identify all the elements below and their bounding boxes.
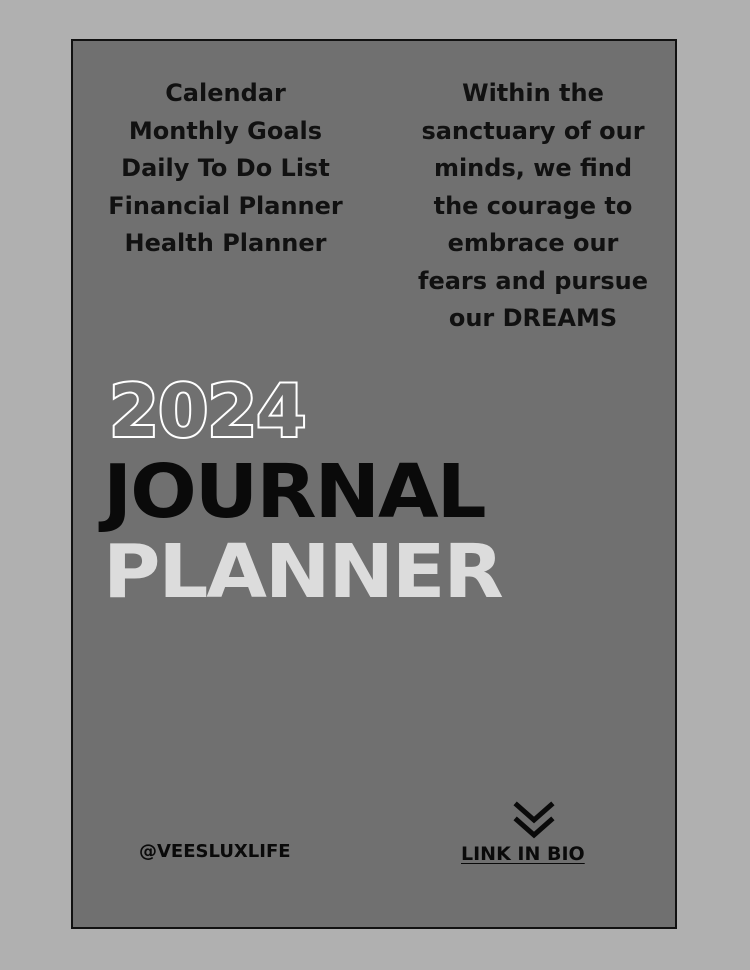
planner-cover: [71, 39, 677, 929]
feature-list: [93, 75, 358, 263]
feature-item-health: Health Planner: [124, 229, 327, 257]
quote-line: fears and pursue: [418, 266, 648, 295]
year-heading: 2024: [109, 369, 306, 453]
social-handle: @VEESLUXLIFE: [139, 841, 291, 862]
quote-line: sanctuary of our: [421, 116, 645, 145]
feature-item-financial: Financial Planner: [108, 191, 343, 220]
title-journal: JOURNAL: [103, 449, 485, 535]
title-planner: PLANNER: [103, 529, 502, 615]
feature-item-calendar: Calendar: [165, 79, 286, 107]
quote-line: the courage to: [433, 191, 633, 220]
quote-text: [398, 75, 668, 338]
double-chevron-down-icon: [513, 801, 555, 843]
link-in-bio[interactable]: LINK IN BIO: [461, 843, 585, 865]
quote-line: our DREAMS: [448, 304, 618, 332]
feature-item-daily-todo: Daily To Do List: [121, 154, 330, 182]
feature-item-monthly-goals: Monthly Goals: [128, 116, 323, 145]
quote-line: Within the: [462, 79, 604, 107]
quote-line: minds, we find: [433, 154, 633, 182]
quote-line: embrace our: [447, 229, 619, 257]
